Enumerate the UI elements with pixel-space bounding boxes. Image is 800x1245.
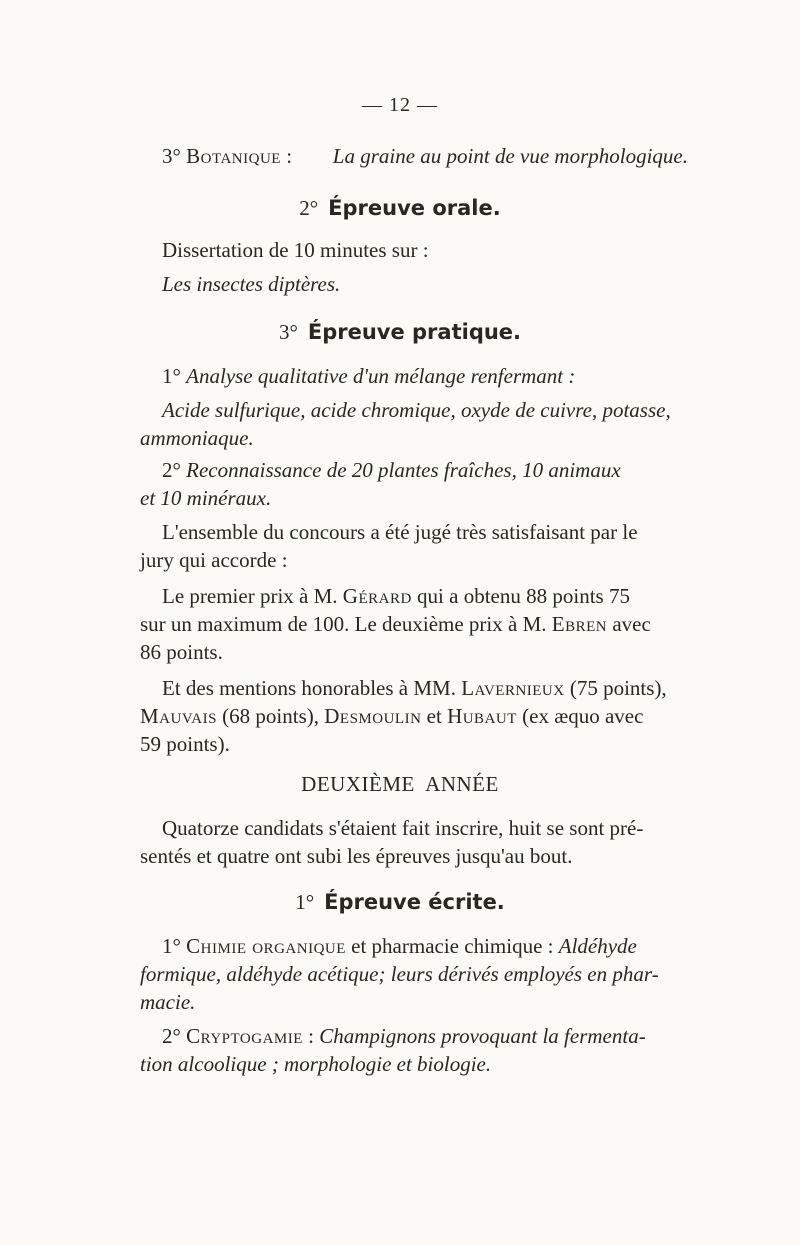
chimie-line-2 xyxy=(140,960,688,988)
crypto-line-2 xyxy=(140,1050,688,1078)
reconnaissance-text: Reconnaissance de 20 plantes fraîches, 10 animaux xyxy=(186,458,621,482)
text-run: Aldéhyde xyxy=(558,934,637,958)
acide-text: ammoniaque. xyxy=(140,426,254,450)
reconnaissance-line-2 xyxy=(140,484,688,512)
item-number: 1° xyxy=(162,934,181,958)
separator: : xyxy=(280,144,293,168)
heading-epreuve-ecrite xyxy=(0,888,800,916)
person-name: Lavernieux xyxy=(461,676,565,700)
analyse-line xyxy=(162,362,688,390)
heading-text: Épreuve orale. xyxy=(328,196,501,220)
quatorze-line-1: Quatorze candidats s'étaient fait inscrire, huit se sont pré- xyxy=(162,816,644,840)
section-title-deuxieme-annee: DEUXIÈME ANNÉE xyxy=(301,772,499,796)
item-number: 3° xyxy=(162,144,181,168)
item-number: 2° xyxy=(162,458,181,482)
quatorze-line-2: sentés et quatre ont subi les épreuves jusqu'au bout. xyxy=(140,844,573,868)
mentions-line-3: 59 points). xyxy=(140,732,230,756)
reconnaissance-text: et 10 minéraux. xyxy=(140,486,272,510)
reconnaissance-line-1 xyxy=(162,456,688,484)
premier-line-2 xyxy=(140,610,688,638)
text-run: macie. xyxy=(140,990,196,1014)
item-number: 2° xyxy=(162,1024,181,1048)
text-run: (ex æquo avec xyxy=(522,704,644,728)
person-name: Desmoulin xyxy=(324,704,422,728)
chimie-label: Chimie organique xyxy=(186,934,346,958)
heading-epreuve-orale xyxy=(0,194,800,222)
heading-epreuve-pratique xyxy=(0,318,800,346)
mentions-line-2 xyxy=(140,702,688,730)
heading-text: Épreuve pratique. xyxy=(307,320,522,344)
crypto-line-1 xyxy=(162,1022,688,1050)
text-run: qui a obtenu 88 points 75 xyxy=(417,584,630,608)
text-run: (68 points), xyxy=(222,704,319,728)
botanique-subject: La graine au point de vue morphologique. xyxy=(332,144,688,168)
crypto-label: Cryptogamie xyxy=(186,1024,303,1048)
ensemble-line-2: jury qui accorde : xyxy=(140,548,288,572)
text-run: avec xyxy=(612,612,651,636)
text-run: Et des mentions honorables à MM. xyxy=(162,676,456,700)
text-run: formique, aldéhyde acétique; leurs dérivés employés en phar- xyxy=(140,962,659,986)
acide-line-1 xyxy=(162,396,688,424)
botanique-line xyxy=(162,142,688,170)
heading-number: 1° xyxy=(295,890,315,914)
acide-text: Acide sulfurique, acide chromique, oxyde de cuivre, potasse, xyxy=(162,398,671,422)
acide-line-2 xyxy=(140,424,688,452)
insectes-line xyxy=(162,270,688,298)
text-run: Champignons provoquant la fermenta- xyxy=(319,1024,646,1048)
premier-line-1 xyxy=(162,582,688,610)
text-run: (75 points), xyxy=(569,676,667,700)
person-name: Gérard xyxy=(342,584,412,608)
item-number: 1° xyxy=(162,364,181,388)
person-name: Mauvais xyxy=(140,704,217,728)
separator: : xyxy=(302,1024,314,1048)
dissertation-line: Dissertation de 10 minutes sur : xyxy=(162,238,429,262)
person-name: Ebren xyxy=(551,612,608,636)
text-run: et pharmacie chimique : xyxy=(351,934,554,958)
analyse-text: Analyse qualitative d'un mélange renfermant : xyxy=(186,364,576,388)
text-run: sur un maximum de 100. Le deuxième prix à M. xyxy=(140,612,547,636)
insectes-subject: Les insectes diptères. xyxy=(162,272,341,296)
heading-number: 2° xyxy=(299,196,319,220)
heading-number: 3° xyxy=(278,320,298,344)
text-run: Le premier prix à M. xyxy=(162,584,338,608)
heading-text: Épreuve écrite. xyxy=(324,890,505,914)
ensemble-line-1: L'ensemble du concours a été jugé très satisfaisant par le xyxy=(162,520,638,544)
premier-line-3: 86 points. xyxy=(140,640,223,664)
botanique-heading xyxy=(162,142,292,170)
text-run: tion alcoolique ; morphologie et biologie. xyxy=(140,1052,492,1076)
botanique-label: Botanique xyxy=(186,144,281,168)
chimie-line-3 xyxy=(140,988,688,1016)
chimie-line-1 xyxy=(162,932,688,960)
person-name: Hubaut xyxy=(447,704,517,728)
page-number: — 12 — xyxy=(362,94,438,116)
text-run: et xyxy=(426,704,442,728)
mentions-line-1 xyxy=(162,674,688,702)
